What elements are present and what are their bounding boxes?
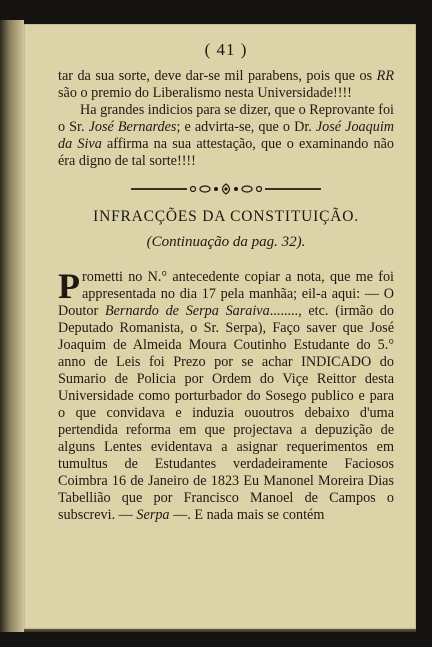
paragraph-1: [58, 68, 394, 102]
page-number: ( 41 ): [204, 40, 248, 59]
drop-cap: P: [58, 266, 80, 306]
section-subheading: (Continuação da pag. 32).: [146, 234, 306, 250]
page-text: [58, 40, 394, 524]
paragraph-1-rr: RR: [376, 68, 394, 84]
paragraph-3-text-c: —. E nada mais se contém: [169, 507, 325, 523]
paragraph-3-text-a: rometti no N.° antecedente copiar a nota, que me foi appresentada no dia 17 pela manhãa; eil-a aqui: — O Doutor: [58, 269, 394, 319]
paragraph-2-text-b: ; e advirta-se, que o Dr.: [176, 119, 316, 135]
paragraph-3-text-b: ........, etc. (irmão do Deputado Romanista, o Sr. Serpa), Faço saver que José Joaquim de Almeida Moura Coutinho Estudante do 5.° anno de Leis foi Prezo por se achar INDICADO do Sumario de Policia por Ordem do Viçe Reittor desta Universidade como porturbador do Sosego publico e para o que convidava e induzia ououtros debaixo d'uma pertendida reforma em que projectava a depuzição de alguns Lentes evidentava a asignar requerimentos em tumultus de Estudantes verdadeiramente Faciosos Coimbra 16 de Janeiro de 1823 Eu Manonel Moreira Dias Tabellião que por Francisco Manoel de Campos o subscrevi. —: [58, 303, 394, 523]
page-left-edge: [0, 20, 24, 632]
paragraph-1-text-b: são o premio do Liberalismo nesta Universidade!!!!: [58, 85, 352, 101]
document-page: [24, 24, 416, 629]
paragraph-2-text-c: affirma na sua attestação, que o examinando não éra digno de tal sorte!!!!: [58, 136, 394, 169]
paragraph-3-name-1: Bernardo de Serpa Saraiva: [104, 303, 270, 319]
paragraph-2-name-1: José Bernardes: [88, 119, 177, 135]
paragraph-3-name-2: Serpa: [136, 507, 170, 523]
decorative-rule-icon: [58, 182, 394, 196]
paragraph-2-name-2: José Joaquim da Siva: [58, 119, 395, 152]
section-heading: INFRACÇÕES DA CONSTITUIÇÃO.: [93, 208, 359, 225]
paragraph-1-text-a: tar da sua sorte, deve dar-se mil parabens, pois que os: [58, 68, 377, 84]
paragraph-2-text-a: Ha grandes indicios para se dizer, que o Reprovante foi o Sr.: [58, 102, 394, 135]
paragraph-3: [58, 266, 394, 524]
paragraph-2: [58, 102, 394, 170]
